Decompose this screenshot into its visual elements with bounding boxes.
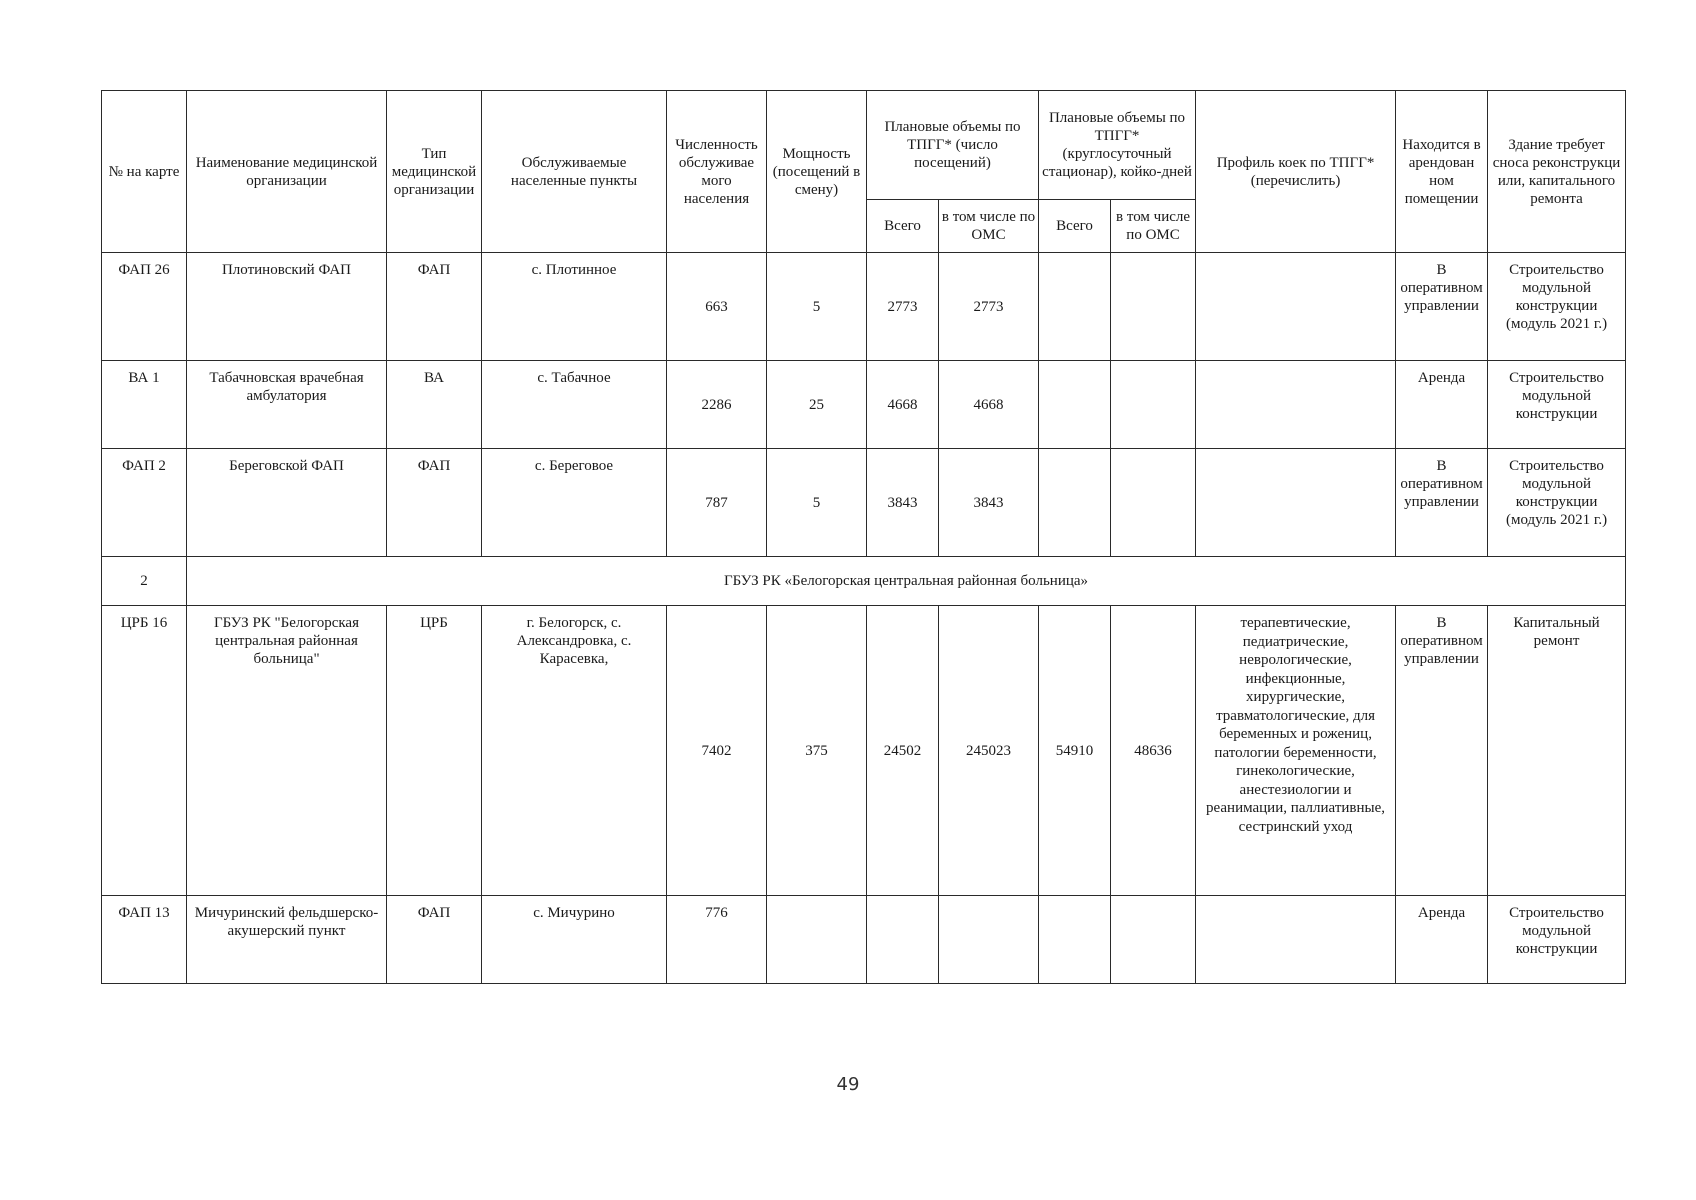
header-planned-bed-days: Плановые объемы по ТПГГ* (круглосуточный стационар), койко-дней xyxy=(1039,91,1196,200)
cell-rented: Аренда xyxy=(1396,896,1488,984)
cell-beds-oms xyxy=(1111,449,1196,557)
cell-rented: В оперативном управлении xyxy=(1396,606,1488,896)
header-map-no: № на карте xyxy=(102,91,187,253)
cell-beds-total xyxy=(1039,253,1111,361)
cell-visits-oms: 3843 xyxy=(939,449,1039,557)
cell-name: Табачновская врачебная амбулатория xyxy=(187,361,387,449)
header-visits-oms: в том числе по ОМС xyxy=(939,200,1039,253)
header-rented: Находится в арендован ном помещении xyxy=(1396,91,1488,253)
cell-type: ФАП xyxy=(387,253,482,361)
cell-settlements: с. Табачное xyxy=(482,361,667,449)
cell-name: ГБУЗ РК "Белогорская центральная районная больница" xyxy=(187,606,387,896)
cell-building: Строительство модульной конструкции (модуль 2021 г.) xyxy=(1488,449,1626,557)
cell-visits-oms: 245023 xyxy=(939,606,1039,896)
section-number: 2 xyxy=(102,557,187,606)
header-name: Наименование медицинской организации xyxy=(187,91,387,253)
cell-bed-profile: терапевтические, педиатрические, неврологические, инфекционные, хирургические, травматологические, для беременных и рожениц, патологии беременности, гинекологические, анестезиологии и реанимации, паллиативные, сестринский уход xyxy=(1196,606,1396,896)
cell-map-no: ФАП 2 xyxy=(102,449,187,557)
cell-visits-total: 24502 xyxy=(867,606,939,896)
cell-beds-total xyxy=(1039,449,1111,557)
cell-capacity xyxy=(767,896,867,984)
cell-population: 776 xyxy=(667,896,767,984)
header-bed-profile: Профиль коек по ТПГГ* (перечислить) xyxy=(1196,91,1396,253)
cell-population: 663 xyxy=(667,253,767,361)
cell-settlements: с. Плотинное xyxy=(482,253,667,361)
cell-population: 787 xyxy=(667,449,767,557)
cell-building: Строительство модульной конструкции (модуль 2021 г.) xyxy=(1488,253,1626,361)
cell-settlements: с. Береговое xyxy=(482,449,667,557)
cell-capacity: 5 xyxy=(767,253,867,361)
cell-population: 2286 xyxy=(667,361,767,449)
header-beds-total: Всего xyxy=(1039,200,1111,253)
cell-name: Мичуринский фельдшерско-акушерский пункт xyxy=(187,896,387,984)
header-planned-visits: Плановые объемы по ТПГГ* (число посещений) xyxy=(867,91,1039,200)
cell-visits-oms xyxy=(939,896,1039,984)
cell-rented: Аренда xyxy=(1396,361,1488,449)
cell-map-no: ВА 1 xyxy=(102,361,187,449)
cell-population: 7402 xyxy=(667,606,767,896)
cell-type: ВА xyxy=(387,361,482,449)
header-building: Здание требует сноса реконструкци или, капитального ремонта xyxy=(1488,91,1626,253)
header-type: Тип медицинской организации xyxy=(387,91,482,253)
facilities-table xyxy=(101,90,1626,984)
table-row xyxy=(102,896,1626,984)
page-number: 49 xyxy=(836,1074,860,1095)
cell-visits-total xyxy=(867,896,939,984)
cell-visits-total: 2773 xyxy=(867,253,939,361)
cell-map-no: ЦРБ 16 xyxy=(102,606,187,896)
header-beds-oms: в том числе по ОМС xyxy=(1111,200,1196,253)
cell-beds-total xyxy=(1039,896,1111,984)
cell-beds-oms xyxy=(1111,253,1196,361)
table-row xyxy=(102,253,1626,361)
section-title: ГБУЗ РК «Белогорская центральная районная больница» xyxy=(187,557,1626,606)
cell-map-no: ФАП 26 xyxy=(102,253,187,361)
cell-visits-total: 4668 xyxy=(867,361,939,449)
cell-settlements: г. Белогорск, с. Александровка, с. Карасевка, xyxy=(482,606,667,896)
cell-settlements: с. Мичурино xyxy=(482,896,667,984)
cell-beds-total: 54910 xyxy=(1039,606,1111,896)
cell-beds-oms: 48636 xyxy=(1111,606,1196,896)
cell-capacity: 375 xyxy=(767,606,867,896)
cell-bed-profile xyxy=(1196,253,1396,361)
cell-bed-profile xyxy=(1196,361,1396,449)
table-row xyxy=(102,606,1626,896)
cell-map-no: ФАП 13 xyxy=(102,896,187,984)
cell-name: Плотиновский ФАП xyxy=(187,253,387,361)
table-row xyxy=(102,449,1626,557)
section-row xyxy=(102,557,1626,606)
header-capacity: Мощность (посещений в смену) xyxy=(767,91,867,253)
cell-building: Капитальный ремонт xyxy=(1488,606,1626,896)
cell-visits-oms: 2773 xyxy=(939,253,1039,361)
cell-bed-profile xyxy=(1196,449,1396,557)
cell-rented: В оперативном управлении xyxy=(1396,449,1488,557)
cell-type: ФАП xyxy=(387,449,482,557)
cell-beds-total xyxy=(1039,361,1111,449)
header-visits-total: Всего xyxy=(867,200,939,253)
cell-rented: В оперативном управлении xyxy=(1396,253,1488,361)
cell-building: Строительство модульной конструкции xyxy=(1488,896,1626,984)
header-population: Численность обслуживае мого населения xyxy=(667,91,767,253)
cell-building: Строительство модульной конструкции xyxy=(1488,361,1626,449)
cell-type: ЦРБ xyxy=(387,606,482,896)
header-row xyxy=(102,91,1626,200)
cell-visits-total: 3843 xyxy=(867,449,939,557)
cell-capacity: 25 xyxy=(767,361,867,449)
cell-capacity: 5 xyxy=(767,449,867,557)
table-row xyxy=(102,361,1626,449)
cell-bed-profile xyxy=(1196,896,1396,984)
header-settlements: Обслуживаемые населенные пункты xyxy=(482,91,667,253)
cell-beds-oms xyxy=(1111,361,1196,449)
cell-name: Береговской ФАП xyxy=(187,449,387,557)
cell-visits-oms: 4668 xyxy=(939,361,1039,449)
cell-beds-oms xyxy=(1111,896,1196,984)
cell-type: ФАП xyxy=(387,896,482,984)
